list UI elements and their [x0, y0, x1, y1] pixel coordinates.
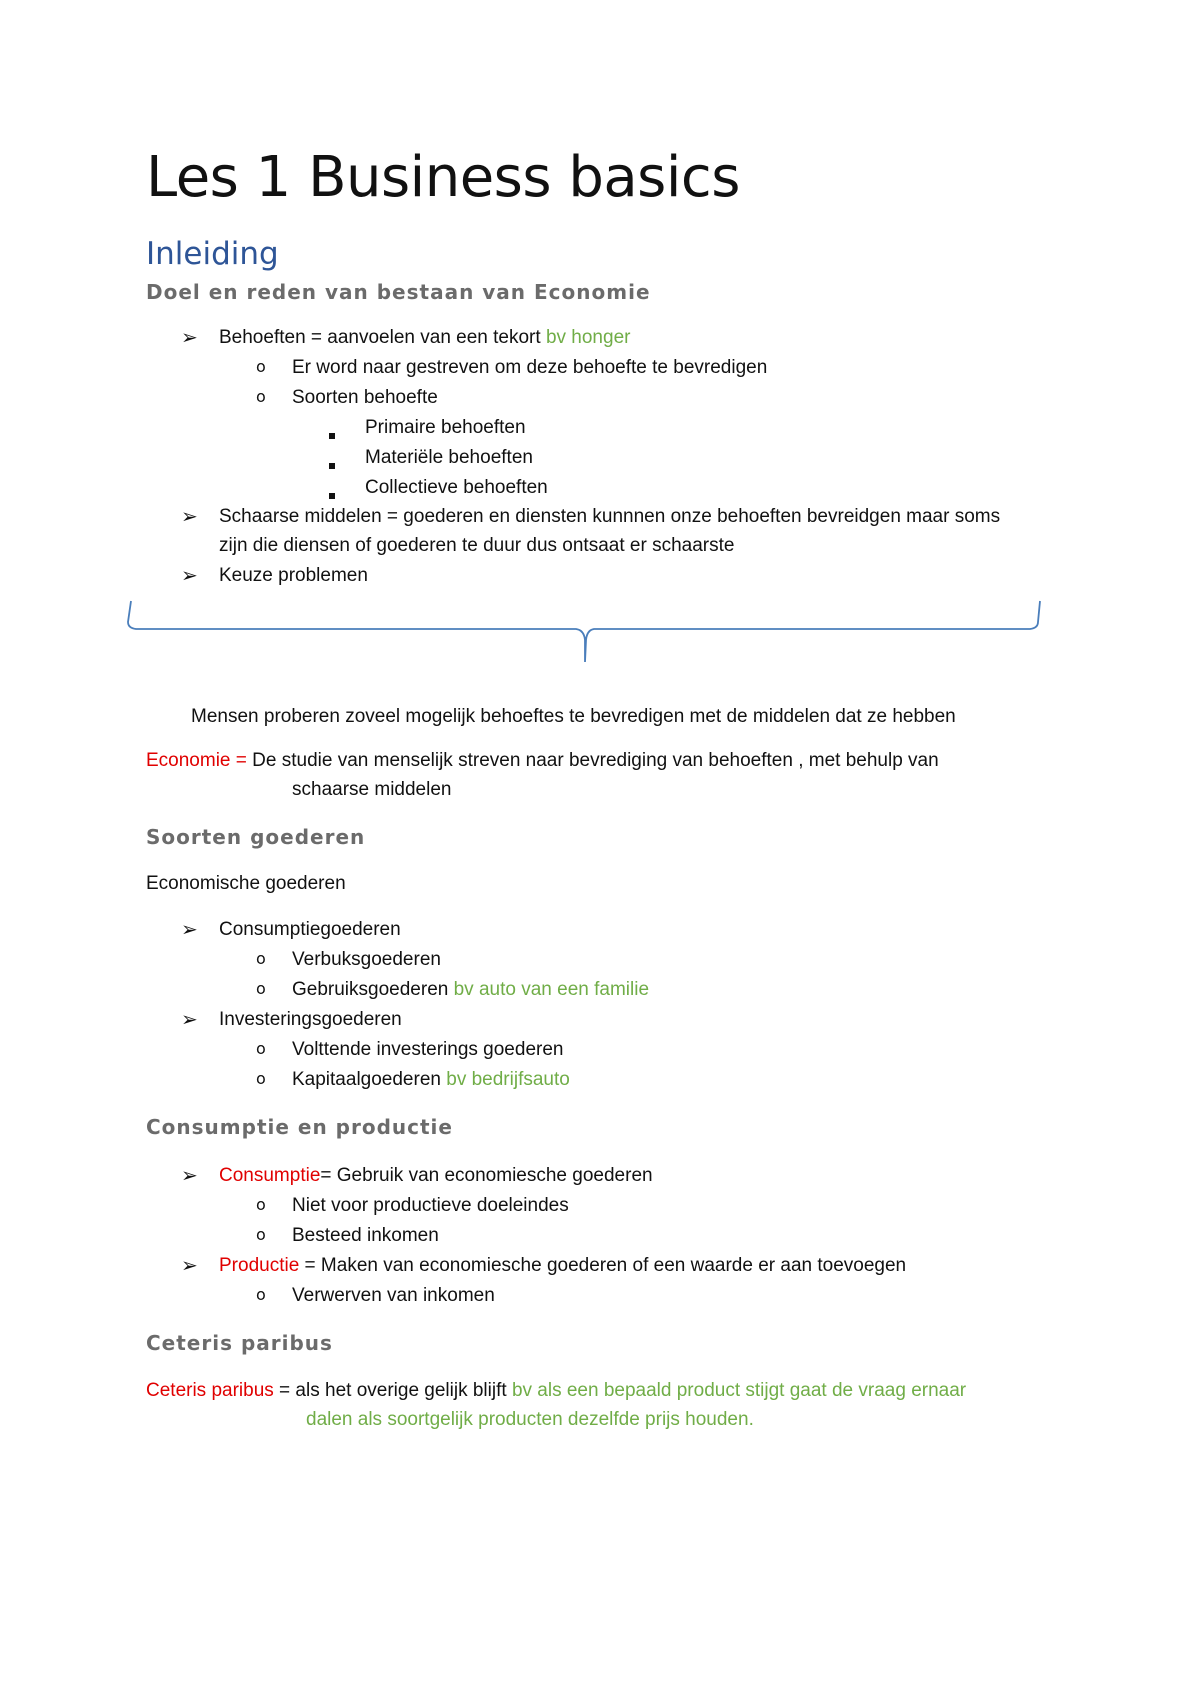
- circle-bullet-icon: o: [256, 1069, 266, 1088]
- definition-economie: Economie = De studie van menselijk streven naar bevrediging van behoeften , met behulp van: [146, 750, 939, 771]
- list-item: Volttende investerings goederen: [292, 1039, 564, 1060]
- list-item: Soorten behoefte: [292, 387, 438, 408]
- arrow-bullet-icon: ➢: [181, 506, 198, 528]
- definition-continuation: dalen als soortgelijk producten dezelfde prijs houden.: [306, 1409, 754, 1430]
- arrow-bullet-icon: ➢: [181, 327, 198, 349]
- list-item: Productie = Maken van economiesche goederen of een waarde er aan toevoegen: [219, 1255, 907, 1276]
- circle-bullet-icon: o: [256, 1195, 266, 1214]
- list-item: Keuze problemen: [219, 565, 368, 586]
- circle-bullet-icon: o: [256, 1039, 266, 1058]
- circle-bullet-icon: o: [256, 387, 266, 406]
- list-item: Er word naar gestreven om deze behoefte te bevredigen: [292, 357, 768, 378]
- list-item: Besteed inkomen: [292, 1225, 439, 1246]
- list-item: Behoeften = aanvoelen van een tekort bv honger: [219, 327, 631, 348]
- circle-bullet-icon: o: [256, 949, 266, 968]
- list-item: Primaire behoeften: [365, 417, 526, 438]
- list-item: Niet voor productieve doeleindes: [292, 1195, 569, 1216]
- list-item: Gebruiksgoederen bv auto van een familie: [292, 979, 650, 1000]
- arrow-bullet-icon: ➢: [181, 1009, 198, 1031]
- heading-consumptie-productie: Consumptie en productie: [146, 1115, 453, 1139]
- list-item: Materiële behoeften: [365, 447, 533, 468]
- list-item: Verwerven van inkomen: [292, 1285, 495, 1306]
- definition-continuation: schaarse middelen: [292, 779, 452, 800]
- summary-text: Mensen proberen zoveel mogelijk behoeftes te bevredigen met de middelen dat ze hebben: [191, 706, 956, 727]
- list-item: Collectieve behoeften: [365, 477, 548, 498]
- page-title: Les 1 Business basics: [146, 145, 740, 210]
- list-item-continuation: zijn die diensen of goederen te duur dus ontsaat er schaarste: [219, 535, 735, 556]
- list-item: Kapitaalgoederen bv bedrijfsauto: [292, 1069, 570, 1090]
- arrow-bullet-icon: ➢: [181, 919, 198, 941]
- definition-ceteris-paribus: Ceteris paribus = als het overige gelijk blijft bv als een bepaald product stijgt gaat de vraag ernaar: [146, 1380, 967, 1401]
- arrow-bullet-icon: ➢: [181, 1165, 198, 1187]
- list-item: Verbuksgoederen: [292, 949, 441, 970]
- heading-inleiding: Inleiding: [146, 236, 279, 272]
- circle-bullet-icon: o: [256, 1285, 266, 1304]
- heading-ceteris-paribus: Ceteris paribus: [146, 1331, 333, 1355]
- circle-bullet-icon: o: [256, 979, 266, 998]
- circle-bullet-icon: o: [256, 1225, 266, 1244]
- arrow-bullet-icon: ➢: [181, 1255, 198, 1277]
- circle-bullet-icon: o: [256, 357, 266, 376]
- list-item: Investeringsgoederen: [219, 1009, 402, 1030]
- arrow-bullet-icon: ➢: [181, 565, 198, 587]
- intro-text: Economische goederen: [146, 873, 346, 894]
- list-item: Consumptie= Gebruik van economiesche goederen: [219, 1165, 653, 1186]
- curly-brace-icon: [0, 0, 1200, 700]
- subheading-doel: Doel en reden van bestaan van Economie: [146, 280, 651, 304]
- heading-soorten-goederen: Soorten goederen: [146, 825, 366, 849]
- list-item: Consumptiegoederen: [219, 919, 401, 940]
- list-item: Schaarse middelen = goederen en diensten kunnnen onze behoeften bevreidgen maar soms: [219, 506, 1001, 527]
